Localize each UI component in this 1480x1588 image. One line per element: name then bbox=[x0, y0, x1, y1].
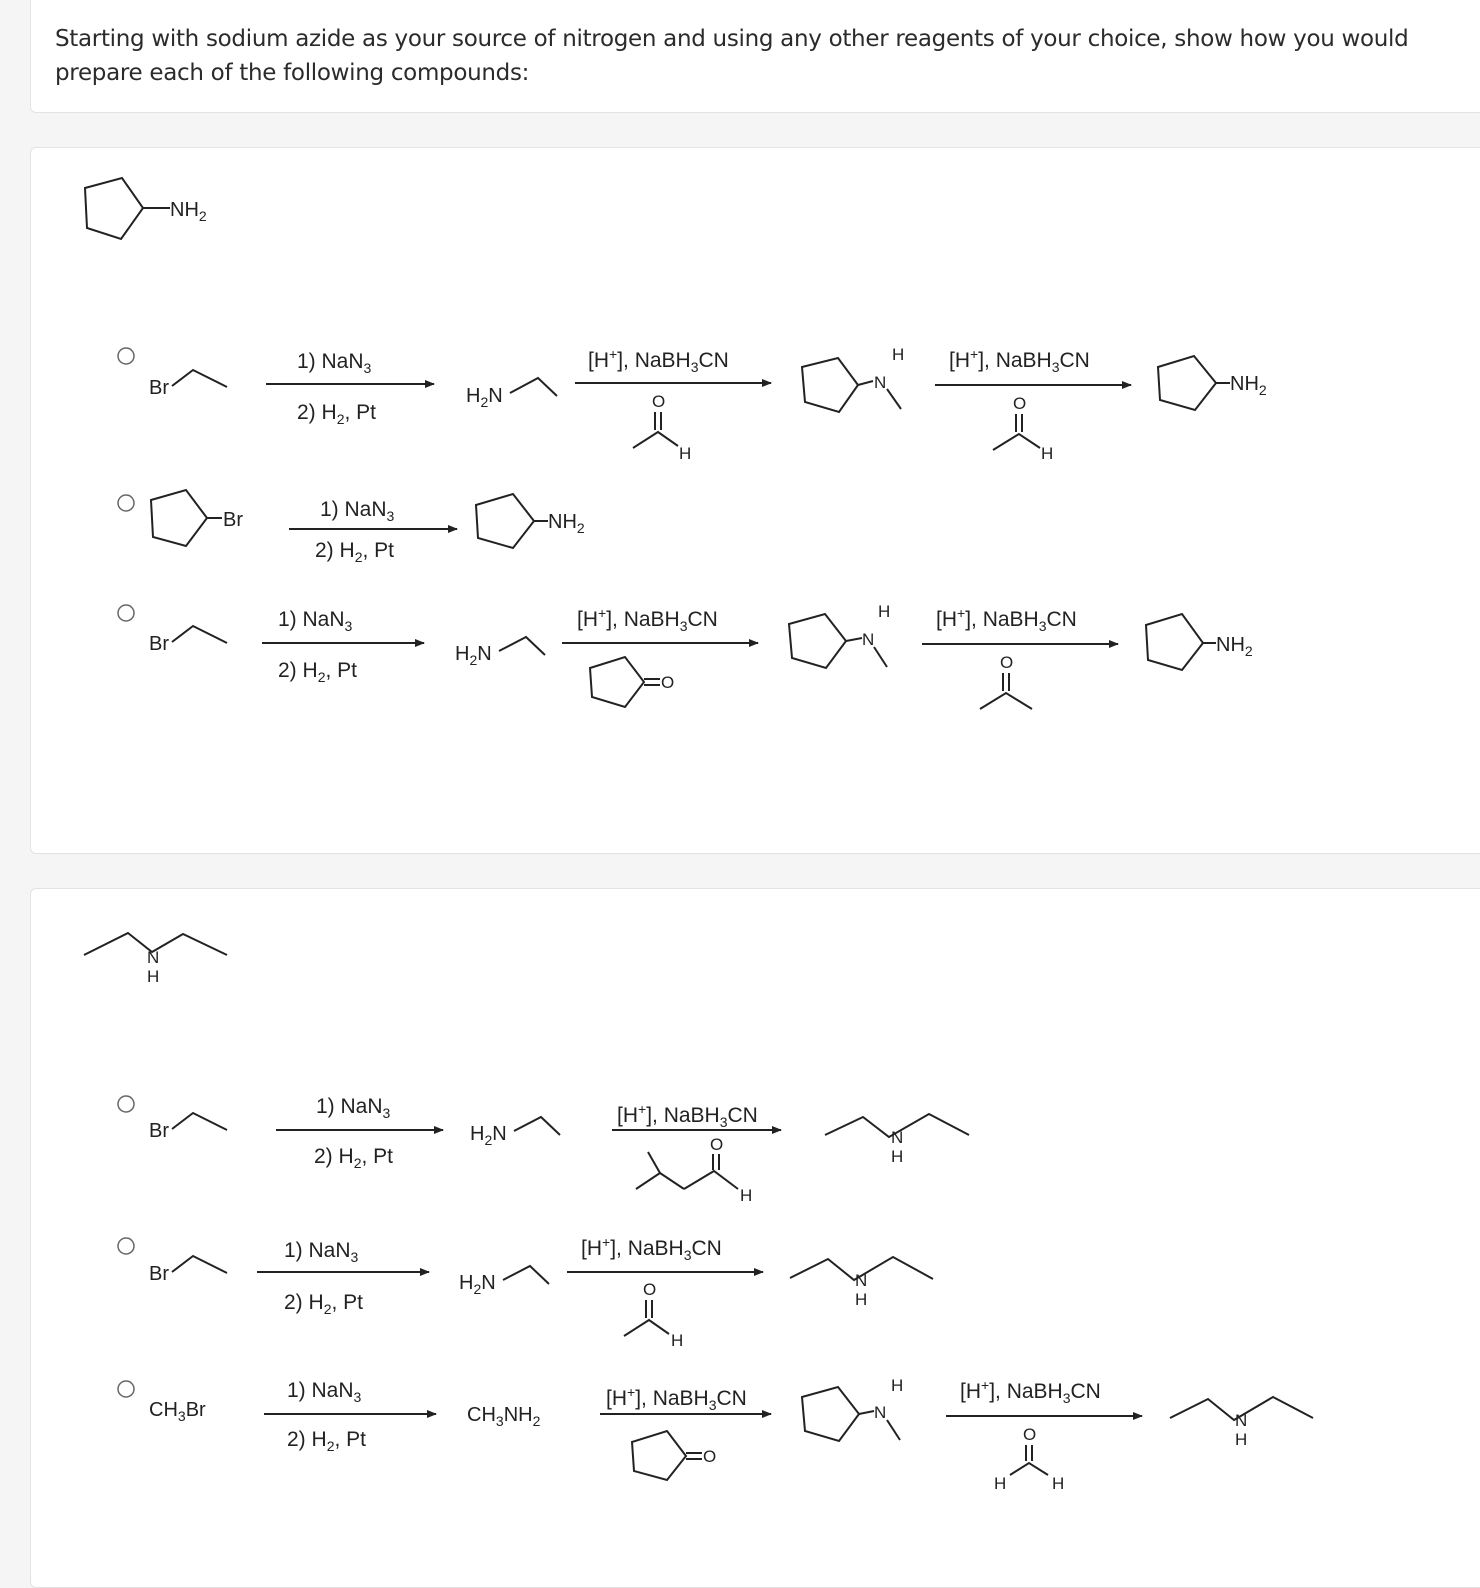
svg-text:H: H bbox=[855, 1290, 868, 1309]
radio-option-1a[interactable] bbox=[118, 348, 134, 364]
svg-text:2) H2, Pt: 2) $H_2$, Pt bbox=[278, 659, 357, 685]
svg-text:[H+], NaBH3CN: [H+], NaBH$_3$CN bbox=[606, 1384, 747, 1413]
svg-text:NH2: $NH_2$ bbox=[170, 199, 207, 224]
svg-text:H: H bbox=[891, 1147, 904, 1166]
svg-text:1) NaN3: 1) NaN$_3$ bbox=[320, 498, 395, 524]
radio-option-2b[interactable] bbox=[118, 1238, 134, 1254]
svg-text:2) H2, Pt: 2) $H_2$, Pt bbox=[297, 401, 376, 427]
radio-option-2c[interactable] bbox=[118, 1381, 134, 1397]
svg-text:[H+], NaBH3CN: [H+], NaBH$_3$CN bbox=[588, 346, 729, 375]
svg-text:O: O bbox=[661, 673, 675, 692]
svg-text:H2N: $H_2N$ bbox=[470, 1123, 507, 1148]
svg-text:Br: Br bbox=[149, 377, 169, 399]
option-1c bbox=[118, 602, 1253, 709]
svg-text:H2N: $H_2N$ bbox=[455, 643, 492, 668]
svg-text:2) H2, Pt: 2) $H_2$, Pt bbox=[314, 1145, 393, 1171]
svg-text:H: H bbox=[878, 602, 891, 621]
svg-text:N: N bbox=[147, 948, 160, 967]
svg-text:1) NaN3: 1) NaN$_3$ bbox=[284, 1239, 359, 1265]
svg-text:H2N: $H_2N$ bbox=[466, 385, 503, 410]
svg-text:O: O bbox=[643, 1280, 657, 1299]
svg-text:O: O bbox=[1000, 653, 1014, 672]
svg-text:O: O bbox=[1013, 394, 1027, 413]
svg-text:Br: Br bbox=[149, 1120, 169, 1142]
svg-text:[H+], NaBH3CN: [H+], NaBH$_3$CN bbox=[936, 605, 1077, 634]
svg-text:O: O bbox=[652, 392, 666, 411]
radio-option-1c[interactable] bbox=[118, 605, 134, 621]
svg-text:H: H bbox=[892, 345, 905, 364]
svg-text:N: N bbox=[874, 1403, 887, 1422]
svg-text:H: H bbox=[891, 1376, 904, 1395]
svg-text:2) H2, Pt: 2) $H_2$, Pt bbox=[315, 539, 394, 565]
svg-text:O: O bbox=[703, 1447, 717, 1466]
option-1a bbox=[118, 345, 1267, 463]
svg-text:[H+], NaBH3CN: [H+], NaBH$_3$CN bbox=[617, 1101, 758, 1130]
svg-text:1) NaN3: 1) NaN$_3$ bbox=[297, 350, 372, 376]
option-1b bbox=[118, 490, 585, 565]
svg-text:H: H bbox=[671, 1331, 684, 1350]
svg-text:Br: Br bbox=[149, 1263, 169, 1285]
svg-text:[H+], NaBH3CN: [H+], NaBH$_3$CN bbox=[960, 1377, 1101, 1406]
svg-text:H: H bbox=[994, 1474, 1007, 1493]
option-2b bbox=[118, 1234, 933, 1350]
svg-text:NH2: $NH_2$ bbox=[1230, 373, 1267, 398]
svg-text:NH2: $NH_2$ bbox=[1216, 634, 1253, 659]
svg-text:[H+], NaBH3CN: [H+], NaBH$_3$CN bbox=[577, 605, 718, 634]
svg-text:N: N bbox=[862, 630, 875, 649]
svg-text:[H+], NaBH3CN: [H+], NaBH$_3$CN bbox=[581, 1234, 722, 1263]
svg-text:O: O bbox=[710, 1135, 724, 1154]
svg-text:N: N bbox=[1235, 1411, 1248, 1430]
option-2a bbox=[118, 1095, 969, 1205]
svg-text:H: H bbox=[1041, 444, 1054, 463]
svg-text:1) NaN3: 1) NaN$_3$ bbox=[287, 1379, 362, 1405]
svg-text:CH3NH2: $CH_3NH_2$ bbox=[467, 1404, 541, 1429]
svg-text:H: H bbox=[1052, 1474, 1065, 1493]
svg-text:[H+], NaBH3CN: [H+], NaBH$_3$CN bbox=[949, 346, 1090, 375]
question-text: Starting with sodium azide as your source of nitrogen and using any other reagents of your choice, show how you would prepare each of the following compounds: bbox=[55, 26, 1409, 86]
radio-option-2a[interactable] bbox=[118, 1096, 134, 1112]
svg-text:N: N bbox=[855, 1271, 868, 1290]
target-cyclopentylamine bbox=[85, 178, 207, 239]
svg-text:H: H bbox=[1235, 1430, 1248, 1449]
svg-text:1) NaN3: 1) NaN$_3$ bbox=[316, 1095, 391, 1121]
svg-text:N: N bbox=[874, 373, 887, 392]
radio-option-1b[interactable] bbox=[118, 495, 134, 511]
svg-text:H: H bbox=[147, 967, 160, 986]
svg-text:Br: Br bbox=[223, 509, 243, 531]
svg-text:NH2: $NH_2$ bbox=[548, 511, 585, 536]
svg-text:N: N bbox=[891, 1128, 904, 1147]
svg-text:H: H bbox=[679, 444, 692, 463]
svg-text:2) H2, Pt: 2) $H_2$, Pt bbox=[287, 1428, 366, 1454]
svg-text:H2N: $H_2N$ bbox=[459, 1272, 496, 1297]
svg-text:O: O bbox=[1023, 1425, 1037, 1444]
target-diethylamine bbox=[84, 933, 227, 986]
svg-text:CH3Br: $CH_3Br$ bbox=[149, 1399, 206, 1424]
svg-text:1) NaN3: 1) NaN$_3$ bbox=[278, 608, 353, 634]
svg-text:Br: Br bbox=[149, 633, 169, 655]
option-2c bbox=[118, 1376, 1313, 1493]
svg-text:H: H bbox=[740, 1186, 753, 1205]
svg-text:2) H2, Pt: 2) $H_2$, Pt bbox=[284, 1291, 363, 1317]
